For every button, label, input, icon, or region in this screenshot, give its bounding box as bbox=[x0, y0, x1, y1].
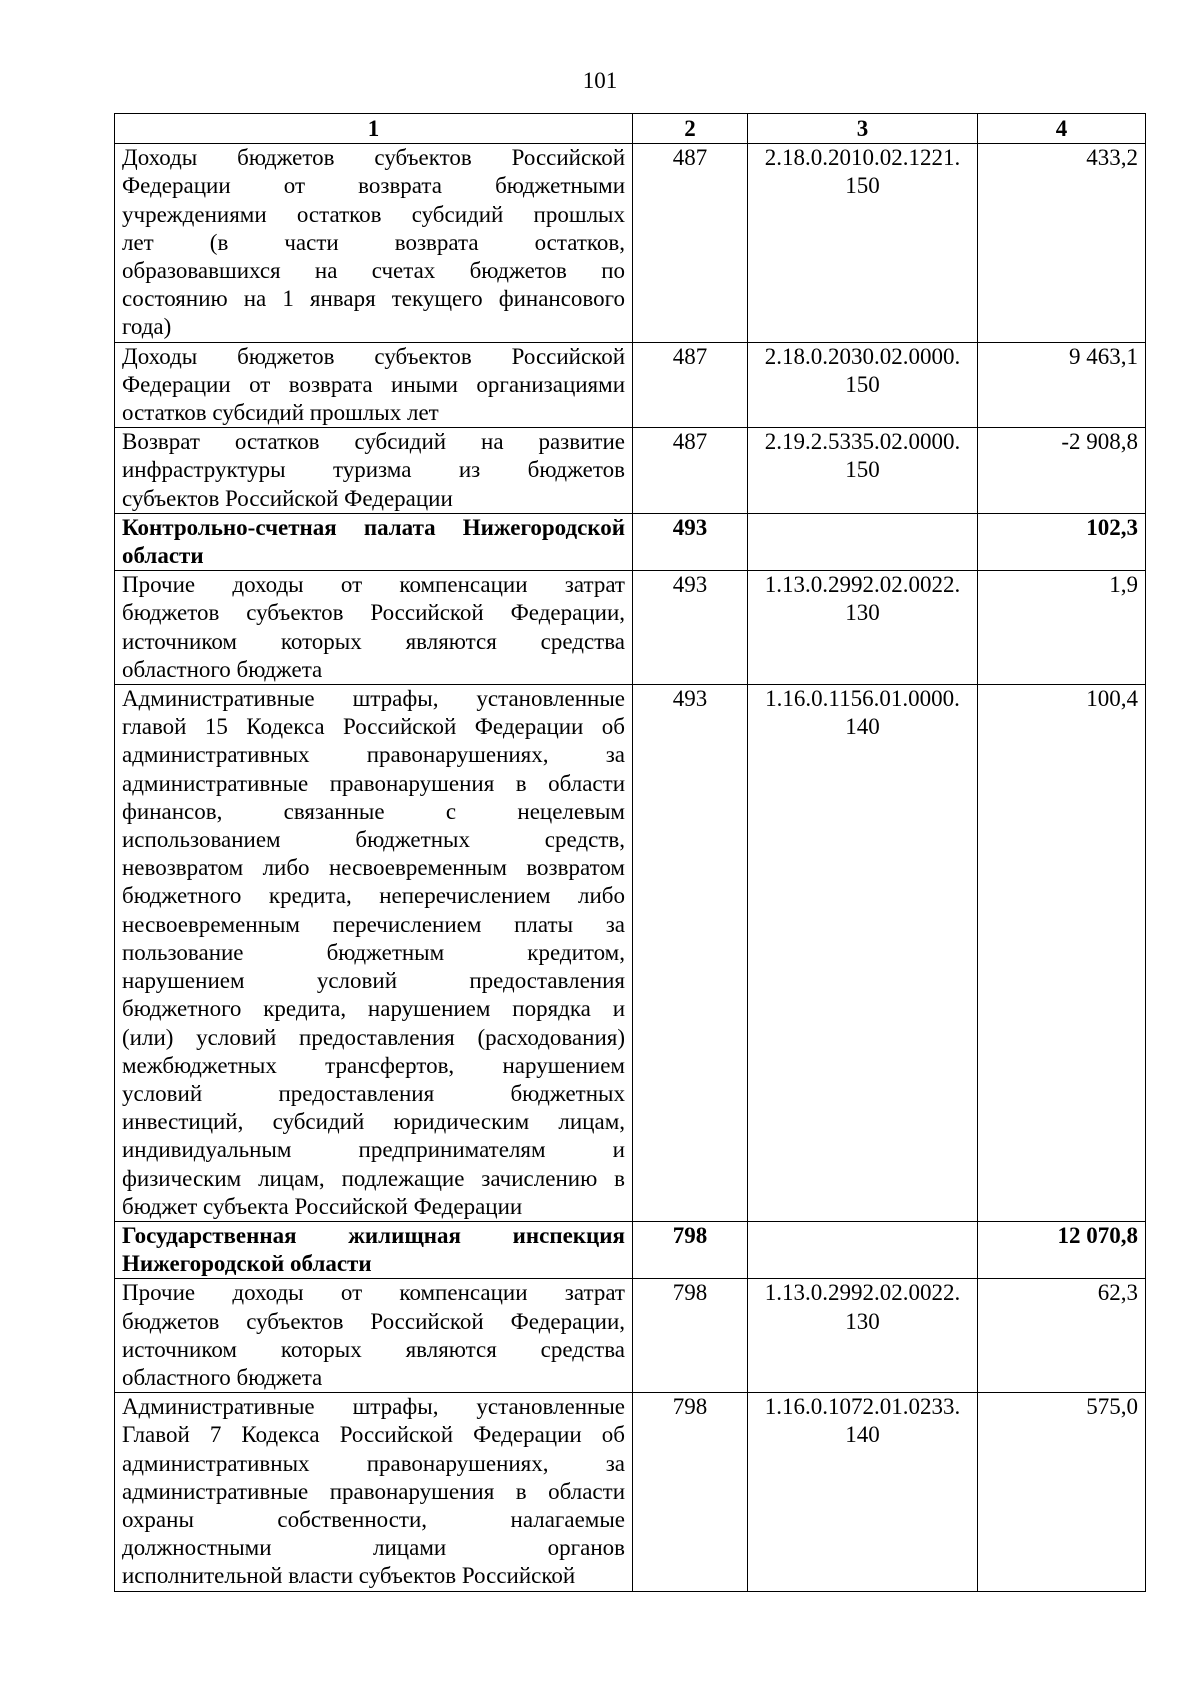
admin-code: 487 bbox=[633, 144, 748, 342]
budget-classification-code bbox=[748, 428, 978, 514]
table-row bbox=[115, 571, 1146, 685]
description-line: главой 15 Кодекса Российской Федерации об bbox=[122, 714, 625, 740]
table-row bbox=[115, 144, 1146, 342]
description-line: невозвратом либо несвоевременным возвратом bbox=[122, 855, 625, 881]
admin-code: 487 bbox=[633, 342, 748, 428]
table-row bbox=[115, 1393, 1146, 1591]
table-body bbox=[115, 144, 1146, 1591]
amount: 1,9 bbox=[978, 571, 1146, 685]
admin-code: 493 bbox=[633, 571, 748, 685]
description-line: субъектов Российской Федерации bbox=[122, 485, 453, 511]
amount: 12 070,8 bbox=[978, 1221, 1146, 1278]
kbk-line: 2.18.0.2030.02.0000. bbox=[764, 343, 961, 369]
amount: 102,3 bbox=[978, 513, 1146, 570]
kbk-line: 1.13.0.2992.02.0022. bbox=[764, 1280, 961, 1306]
kbk-line: 140 bbox=[845, 1422, 880, 1448]
amount: 100,4 bbox=[978, 685, 1146, 1222]
kbk-line: 130 bbox=[845, 1308, 880, 1334]
description-line: Нижегородской области bbox=[122, 1251, 372, 1277]
description-line: инвестиций, субсидий юридическим лицам, bbox=[122, 1109, 625, 1135]
description-line: Административные штрафы, установленные bbox=[122, 686, 625, 712]
description-line: инфраструктуры туризма из бюджетов bbox=[122, 457, 625, 483]
admin-code: 493 bbox=[633, 685, 748, 1222]
page-number: 101 bbox=[582, 68, 618, 93]
row-description bbox=[115, 1221, 633, 1278]
description-line: Возврат остатков субсидий на развитие bbox=[122, 429, 625, 455]
row-description bbox=[115, 428, 633, 514]
row-description bbox=[115, 685, 633, 1222]
kbk-line: 1.16.0.1156.01.0000. bbox=[765, 686, 960, 712]
description-line: Доходы бюджетов субъектов Российской bbox=[122, 343, 625, 369]
description-line: областного бюджета bbox=[122, 656, 323, 682]
description-line: пользование бюджетным кредитом, bbox=[122, 939, 625, 965]
row-description bbox=[115, 1279, 633, 1393]
description-line: административных правонарушениях, за bbox=[122, 1450, 625, 1476]
budget-classification-code bbox=[748, 1221, 978, 1278]
description-line: административные правонарушения в области bbox=[122, 770, 625, 796]
description-line: Прочие доходы от компенсации затрат bbox=[122, 572, 625, 598]
description-line: лет (в части возврата остатков, bbox=[122, 229, 625, 255]
budget-classification-code bbox=[748, 1393, 978, 1591]
column-header-3: 3 bbox=[748, 114, 978, 144]
description-line: административные правонарушения в области bbox=[122, 1478, 625, 1504]
description-line: Федерации от возврата бюджетными bbox=[122, 173, 625, 199]
budget-classification-code bbox=[748, 685, 978, 1222]
admin-code: 798 bbox=[633, 1393, 748, 1591]
row-description bbox=[115, 571, 633, 685]
kbk-line: 150 bbox=[845, 173, 880, 199]
amount: 433,2 bbox=[978, 144, 1146, 342]
admin-code: 798 bbox=[633, 1279, 748, 1393]
table-row bbox=[115, 428, 1146, 514]
description-line: условий предоставления бюджетных bbox=[122, 1080, 625, 1106]
description-line: охраны собственности, налагаемые bbox=[122, 1506, 625, 1532]
kbk-line: 2.19.2.5335.02.0000. bbox=[764, 429, 961, 455]
amount: -2 908,8 bbox=[978, 428, 1146, 514]
description-line: Прочие доходы от компенсации затрат bbox=[122, 1280, 625, 1306]
description-line: межбюджетных трансфертов, нарушением bbox=[122, 1052, 625, 1078]
description-line: бюджет субъекта Российской Федерации bbox=[122, 1193, 523, 1219]
kbk-line: 150 bbox=[845, 371, 880, 397]
kbk-line: 130 bbox=[845, 600, 880, 626]
description-line: индивидуальным предпринимателям и bbox=[122, 1137, 625, 1163]
column-header-2: 2 bbox=[633, 114, 748, 144]
description-line: источником которых являются средства bbox=[122, 628, 625, 654]
description-line: учреждениями остатков субсидий прошлых bbox=[122, 201, 625, 227]
description-line: источником которых являются средства bbox=[122, 1336, 625, 1362]
table-row bbox=[115, 1279, 1146, 1393]
table-row bbox=[115, 1221, 1146, 1278]
amount: 575,0 bbox=[978, 1393, 1146, 1591]
table-row bbox=[115, 685, 1146, 1222]
row-description bbox=[115, 342, 633, 428]
description-line: областного бюджета bbox=[122, 1364, 323, 1390]
description-line: образовавшихся на счетах бюджетов по bbox=[122, 258, 625, 284]
description-line: бюджетного кредита, неперечислением либо bbox=[122, 883, 625, 909]
kbk-line: 1.13.0.2992.02.0022. bbox=[764, 572, 961, 598]
budget-classification-code bbox=[748, 144, 978, 342]
description-line: несвоевременным перечислением платы за bbox=[122, 911, 625, 937]
description-line: бюджетного кредита, нарушением порядка и bbox=[122, 996, 625, 1022]
kbk-line: 140 bbox=[845, 714, 880, 740]
description-line: должностными лицами органов bbox=[122, 1535, 625, 1561]
admin-code: 487 bbox=[633, 428, 748, 514]
description-line: (или) условий предоставления (расходования) bbox=[122, 1024, 625, 1050]
description-line: состоянию на 1 января текущего финансового bbox=[122, 286, 625, 312]
kbk-line: 150 bbox=[845, 457, 880, 483]
amount: 62,3 bbox=[978, 1279, 1146, 1393]
description-line: остатков субсидий прошлых лет bbox=[122, 400, 439, 426]
description-line: Административные штрафы, установленные bbox=[122, 1394, 625, 1420]
budget-classification-code bbox=[748, 1279, 978, 1393]
kbk-line: 2.18.0.2010.02.1221. bbox=[764, 145, 961, 171]
admin-code: 493 bbox=[633, 513, 748, 570]
amount: 9 463,1 bbox=[978, 342, 1146, 428]
description-line: Главой 7 Кодекса Российской Федерации об bbox=[122, 1422, 625, 1448]
row-description bbox=[115, 513, 633, 570]
description-line: финансов, связанные с нецелевым bbox=[122, 798, 625, 824]
budget-classification-code bbox=[748, 513, 978, 570]
column-header-1: 1 bbox=[115, 114, 633, 144]
description-line: физическим лицам, подлежащие зачислению в bbox=[122, 1165, 625, 1191]
description-line: Доходы бюджетов субъектов Российской bbox=[122, 145, 625, 171]
description-line: области bbox=[122, 543, 204, 569]
description-line: года) bbox=[122, 314, 172, 340]
column-header-4: 4 bbox=[978, 114, 1146, 144]
description-line: Федерации от возврата иными организациями bbox=[122, 371, 625, 397]
description-line: бюджетов субъектов Российской Федерации, bbox=[122, 600, 625, 626]
description-line: бюджетов субъектов Российской Федерации, bbox=[122, 1308, 625, 1334]
table-header-row bbox=[115, 114, 1146, 144]
row-description bbox=[115, 1393, 633, 1591]
table-row bbox=[115, 342, 1146, 428]
table-row bbox=[115, 513, 1146, 570]
description-line: административных правонарушениях, за bbox=[122, 742, 625, 768]
description-line: нарушением условий предоставления bbox=[122, 968, 625, 994]
budget-table bbox=[114, 113, 1146, 1592]
kbk-line: 1.16.0.1072.01.0233. bbox=[764, 1394, 961, 1420]
description-line: использованием бюджетных средств, bbox=[122, 827, 625, 853]
description-line: исполнительной власти субъектов Российской bbox=[122, 1563, 576, 1589]
budget-classification-code bbox=[748, 571, 978, 685]
description-line: Контрольно-счетная палата Нижегородской bbox=[122, 514, 625, 540]
description-line: Государственная жилищная инспекция bbox=[122, 1222, 625, 1248]
row-description bbox=[115, 144, 633, 342]
budget-classification-code bbox=[748, 342, 978, 428]
admin-code: 798 bbox=[633, 1221, 748, 1278]
